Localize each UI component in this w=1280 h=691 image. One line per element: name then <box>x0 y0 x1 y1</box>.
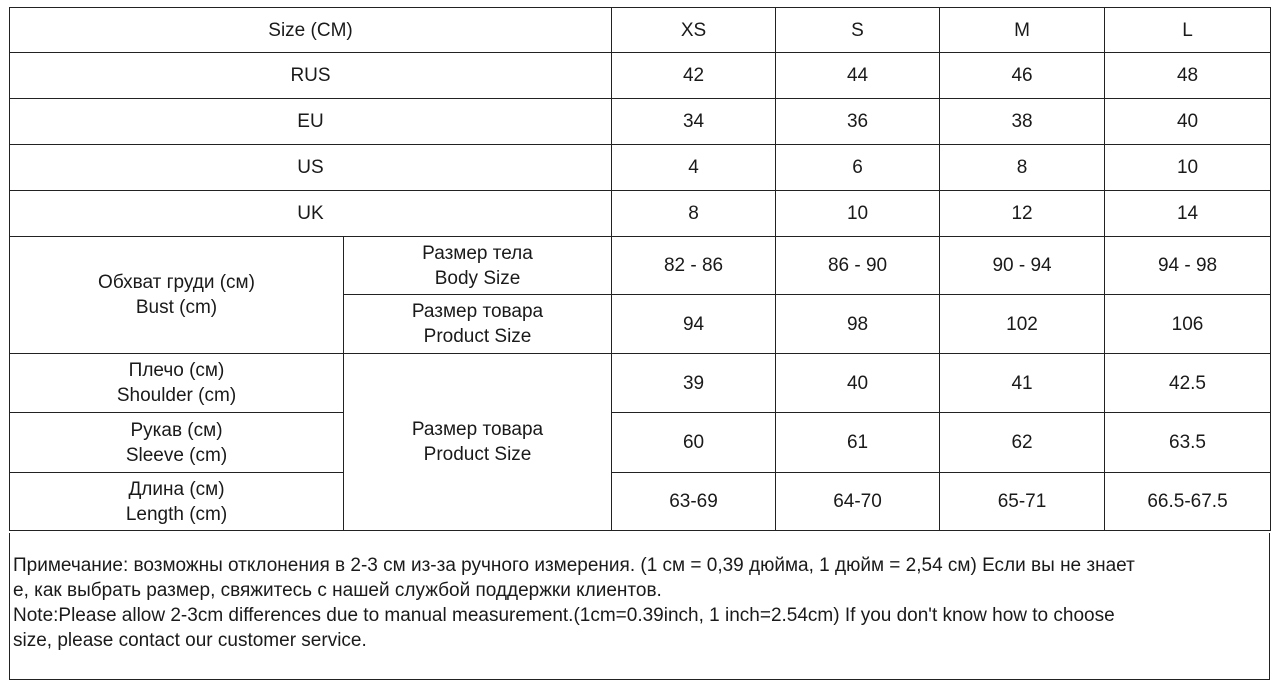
size-header-s: S <box>776 8 940 53</box>
us-label: US <box>10 145 612 191</box>
rus-xs: 42 <box>612 53 776 99</box>
bust-product-size-label-en: Product Size <box>423 326 532 347</box>
bust-body-m: 90 - 94 <box>940 237 1105 295</box>
bust-label <box>10 237 344 354</box>
rus-m: 46 <box>940 53 1105 99</box>
eu-l: 40 <box>1105 99 1271 145</box>
bust-product-l: 106 <box>1105 295 1271 354</box>
uk-l: 14 <box>1105 191 1271 237</box>
note-line-1: Примечание: возможны отклонения в 2-3 см из-за ручного измерения. (1 см = 0,39 дюйма, 1 дюйм = 2,54 см) Если вы не знает <box>13 555 1135 576</box>
rus-row <box>10 53 1271 99</box>
product-size-group-label <box>344 354 612 531</box>
shoulder-m: 41 <box>940 354 1105 413</box>
sleeve-xs: 60 <box>612 413 776 473</box>
bust-body-xs: 82 - 86 <box>612 237 776 295</box>
shoulder-l: 42.5 <box>1105 354 1271 413</box>
shoulder-xs: 39 <box>612 354 776 413</box>
note-line-4: size, please contact our customer service. <box>13 630 367 651</box>
uk-m: 12 <box>940 191 1105 237</box>
bust-product-xs: 94 <box>612 295 776 354</box>
length-label-ru: Длина (см) <box>128 478 225 500</box>
sleeve-l: 63.5 <box>1105 413 1271 473</box>
bust-product-size-label-ru: Размер товара <box>411 301 544 322</box>
length-xs: 63-69 <box>612 473 776 531</box>
bust-product-size-label <box>344 295 612 354</box>
shoulder-label <box>10 354 344 413</box>
shoulder-label-ru: Плечо (см) <box>128 360 225 381</box>
bust-label-en: Bust (cm) <box>135 297 218 318</box>
size-chart-table <box>9 7 1271 531</box>
eu-m: 38 <box>940 99 1105 145</box>
size-header-m: M <box>940 8 1105 53</box>
shoulder-row <box>10 354 1271 413</box>
sleeve-label <box>10 413 344 473</box>
rus-label: RUS <box>10 53 612 99</box>
sleeve-s: 61 <box>776 413 940 473</box>
header-row <box>10 8 1271 53</box>
us-row <box>10 145 1271 191</box>
measurement-note-box <box>9 533 1270 680</box>
length-s: 64-70 <box>776 473 940 531</box>
eu-row <box>10 99 1271 145</box>
shoulder-s: 40 <box>776 354 940 413</box>
bust-label-ru: Обхват груди (см) <box>98 272 255 293</box>
bust-body-size-row <box>10 237 1271 295</box>
eu-label: EU <box>10 99 612 145</box>
rus-l: 48 <box>1105 53 1271 99</box>
uk-row <box>10 191 1271 237</box>
sleeve-label-en: Sleeve (cm) <box>125 444 228 466</box>
us-s: 6 <box>776 145 940 191</box>
product-size-group-label-ru: Размер товара <box>411 419 544 440</box>
size-header-xs: XS <box>612 8 776 53</box>
us-l: 10 <box>1105 145 1271 191</box>
body-size-label <box>344 237 612 295</box>
note-line-3: Note:Please allow 2-3cm differences due to manual measurement.(1cm=0.39inch, 1 inch=2.54cm) If you don't know how to choose <box>13 605 1115 626</box>
eu-s: 36 <box>776 99 940 145</box>
eu-xs: 34 <box>612 99 776 145</box>
length-label-en: Length (cm) <box>125 503 228 525</box>
size-header-label: Size (CM) <box>10 8 612 53</box>
rus-s: 44 <box>776 53 940 99</box>
us-xs: 4 <box>612 145 776 191</box>
sleeve-row <box>10 413 1271 473</box>
length-m: 65-71 <box>940 473 1105 531</box>
measurement-note <box>13 553 1263 653</box>
uk-s: 10 <box>776 191 940 237</box>
body-size-label-en: Body Size <box>434 267 521 289</box>
us-m: 8 <box>940 145 1105 191</box>
product-size-group-label-en: Product Size <box>423 444 532 465</box>
note-line-2: е, как выбрать размер, свяжитесь с нашей службой поддержки клиентов. <box>13 580 662 601</box>
bust-body-s: 86 - 90 <box>776 237 940 295</box>
uk-label: UK <box>10 191 612 237</box>
length-l: 66.5-67.5 <box>1105 473 1271 531</box>
body-size-label-ru: Размер тела <box>422 242 533 264</box>
bust-product-m: 102 <box>940 295 1105 354</box>
bust-body-l: 94 - 98 <box>1105 237 1271 295</box>
length-row <box>10 473 1271 531</box>
uk-xs: 8 <box>612 191 776 237</box>
sleeve-m: 62 <box>940 413 1105 473</box>
size-header-l: L <box>1105 8 1271 53</box>
bust-product-s: 98 <box>776 295 940 354</box>
shoulder-label-en: Shoulder (cm) <box>116 385 237 406</box>
length-label <box>10 473 344 531</box>
sleeve-label-ru: Рукав (см) <box>130 419 223 441</box>
